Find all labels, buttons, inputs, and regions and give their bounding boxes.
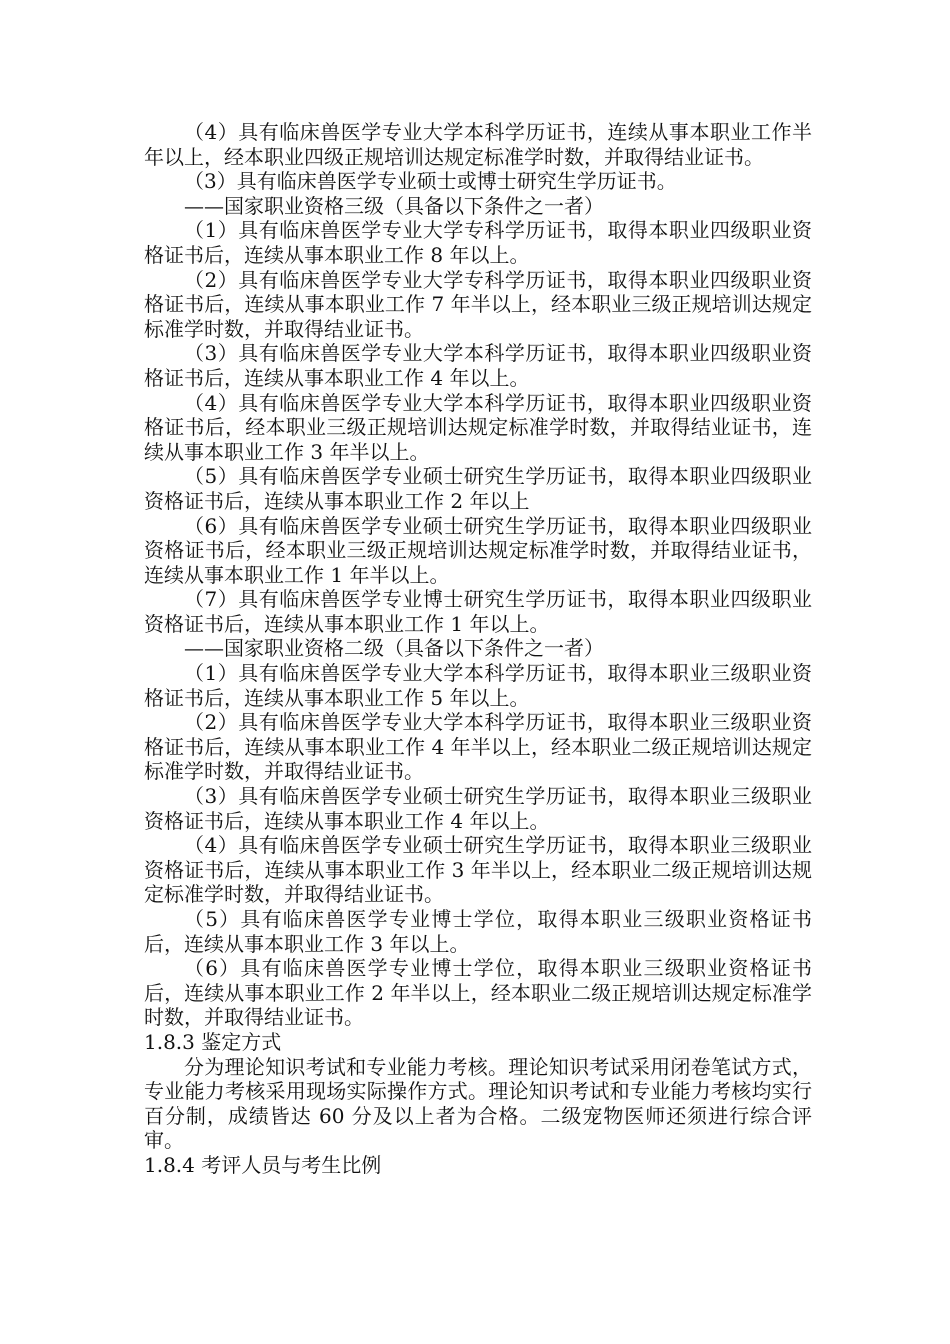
- paragraph: ——国家职业资格二级（具备以下条件之一者）: [184, 636, 604, 661]
- paragraph: （1）具有临床兽医学专业大学本科学历证书，取得本职业三级职业资格证书后，连续从事本职业工作 5 年以上。: [144, 661, 812, 710]
- paragraph: ——国家职业资格三级（具备以下条件之一者）: [184, 193, 604, 218]
- paragraph: （4）具有临床兽医学专业大学本科学历证书，取得本职业四级职业资格证书后，经本职业三级正规培训达规定标准学时数，并取得结业证书，连续从事本职业工作 3 年半以上。: [144, 390, 812, 464]
- paragraph: （5）具有临床兽医学专业博士学位，取得本职业三级职业资格证书后，连续从事本职业工作 3 年以上。: [144, 907, 812, 956]
- paragraph: （4）具有临床兽医学专业大学本科学历证书，连续从事本职业工作半年以上，经本职业四级正规培训达规定标准学时数，并取得结业证书。: [144, 120, 812, 169]
- paragraph: （5）具有临床兽医学专业硕士研究生学历证书，取得本职业四级职业资格证书后，连续从事本职业工作 2 年以上: [144, 464, 812, 513]
- paragraph: （2）具有临床兽医学专业大学本科学历证书，取得本职业三级职业资格证书后，连续从事本职业工作 4 年半以上，经本职业二级正规培训达规定标准学时数，并取得结业证书。: [144, 710, 812, 784]
- section-heading: 1.8.4 考评人员与考生比例: [144, 1152, 382, 1177]
- paragraph: （6）具有临床兽医学专业博士学位，取得本职业三级职业资格证书后，连续从事本职业工作 2 年半以上，经本职业二级正规培训达规定标准学时数，并取得结业证书。: [144, 956, 812, 1030]
- paragraph: （6）具有临床兽医学专业硕士研究生学历证书，取得本职业四级职业资格证书后，经本职业三级正规培训达规定标准学时数，并取得结业证书，连续从事本职业工作 1 年半以上。: [144, 513, 812, 587]
- paragraph: 分为理论知识考试和专业能力考核。理论知识考试采用闭卷笔试方式，专业能力考核采用现场实际操作方式。理论知识考试和专业能力考核均实行百分制，成绩皆达 60 分及以上者为合格。二级宠物医师还须进行综合评审。: [144, 1054, 812, 1153]
- paragraph: （1）具有临床兽医学专业大学专科学历证书，取得本职业四级职业资格证书后，连续从事本职业工作 8 年以上。: [144, 218, 812, 267]
- paragraph: （4）具有临床兽医学专业硕士研究生学历证书，取得本职业三级职业资格证书后，连续从事本职业工作 3 年半以上，经本职业二级正规培训达规定标准学时数，并取得结业证书。: [144, 833, 812, 907]
- paragraph: （2）具有临床兽医学专业大学专科学历证书，取得本职业四级职业资格证书后，连续从事本职业工作 7 年半以上，经本职业三级正规培训达规定标准学时数，并取得结业证书。: [144, 267, 812, 341]
- paragraph: （3）具有临床兽医学专业硕士研究生学历证书，取得本职业三级职业资格证书后，连续从事本职业工作 4 年以上。: [144, 784, 812, 833]
- section-heading: 1.8.3 鉴定方式: [144, 1029, 282, 1054]
- paragraph: （3）具有临床兽医学专业硕士或博士研究生学历证书。: [184, 169, 677, 194]
- document-body: [144, 120, 812, 1178]
- paragraph: （3）具有临床兽医学专业大学本科学历证书，取得本职业四级职业资格证书后，连续从事本职业工作 4 年以上。: [144, 341, 812, 390]
- paragraph: （7）具有临床兽医学专业博士研究生学历证书，取得本职业四级职业资格证书后，连续从事本职业工作 1 年以上。: [144, 587, 812, 636]
